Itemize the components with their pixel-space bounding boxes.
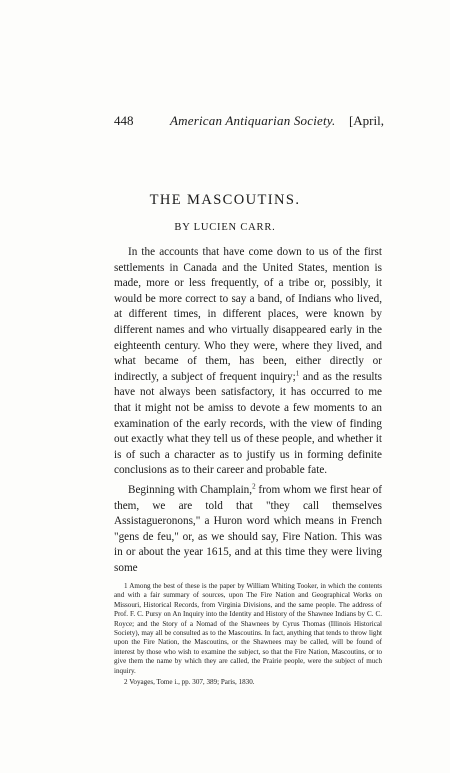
body-paragraph-2-text-a: Beginning with Champlain, xyxy=(128,483,253,496)
running-head xyxy=(114,113,384,131)
body-paragraph-2-text-b: from whom we first hear of them, we are told that "they call themselves Assistagueronons," a Huron word which means in French "gens de feu," or, as we should say, Fire Nation. This was in or about the year 1615, and at this time they were living some xyxy=(114,483,382,574)
footnote-ref-2: 2 xyxy=(252,482,256,491)
journal-title: American Antiquarian Society. xyxy=(170,113,336,128)
page-number: 448 xyxy=(114,113,134,128)
body-paragraph-2 xyxy=(114,483,382,577)
body-paragraph-1-text-b: and as the results have not always been satisfactory, it has occurred to me that it might not be amiss to devote a few moments to an examination of the early records, with the view of finding out exactly what they tell us of these people, and whether it is of such a character as to justify us in forming definite conclusions as to their career and probable fate. xyxy=(114,370,382,477)
footnotes xyxy=(114,582,382,687)
footnote-2: 2 Voyages, Tome i., pp. 307, 389; Paris, 1830. xyxy=(124,678,255,687)
body-paragraph-1-text-a: In the accounts that have come down to us of the first settlements in Canada and the United States, mention is made, more or less frequently, of a tribe or, possibly, it would be more correct to say a band, of Indians who lived, at different times, in different places, were known by different names and who virtually disappeared early in the eighteenth century. Who they were, where they lived, and what became of them, has been, either directly or indirectly, a subject of frequent inquiry; xyxy=(114,246,382,383)
issue-month: [April, xyxy=(348,113,384,128)
article-body xyxy=(114,245,382,576)
footnote-1: 1 Among the best of these is the paper by William Whiting Tooker, in which the contents and with a fair summary of sources, upon The Fire Nation and Geographical Works on Missouri, Historical Records, from Virginia Divisions, and the same people. The address of Prof. F. C. Pursy on An Inquiry into the Identity and History of the Shawnee Indians by C. C. Royce; and the Story of a Nomad of the Shawnees by Cyrus Thomas (Illinois Historical Society), may all be consulted as to the Mascoutins. In fact, anything that tends to throw light upon the Fire Nation, the Mascoutins, or the Shawnees may be called, will be found of interest by those who wish to examine the subject, so that the Fire Nation, Mascoutins, or to give them the name by which they are called, the Prairie people, were the subject of much inquiry. xyxy=(114,582,382,675)
article-title: THE MASCOUTINS. xyxy=(149,192,301,208)
article-byline: BY LUCIEN CARR. xyxy=(174,222,276,233)
footnote-ref-1: 1 xyxy=(295,369,300,378)
body-paragraph-1 xyxy=(114,245,382,479)
